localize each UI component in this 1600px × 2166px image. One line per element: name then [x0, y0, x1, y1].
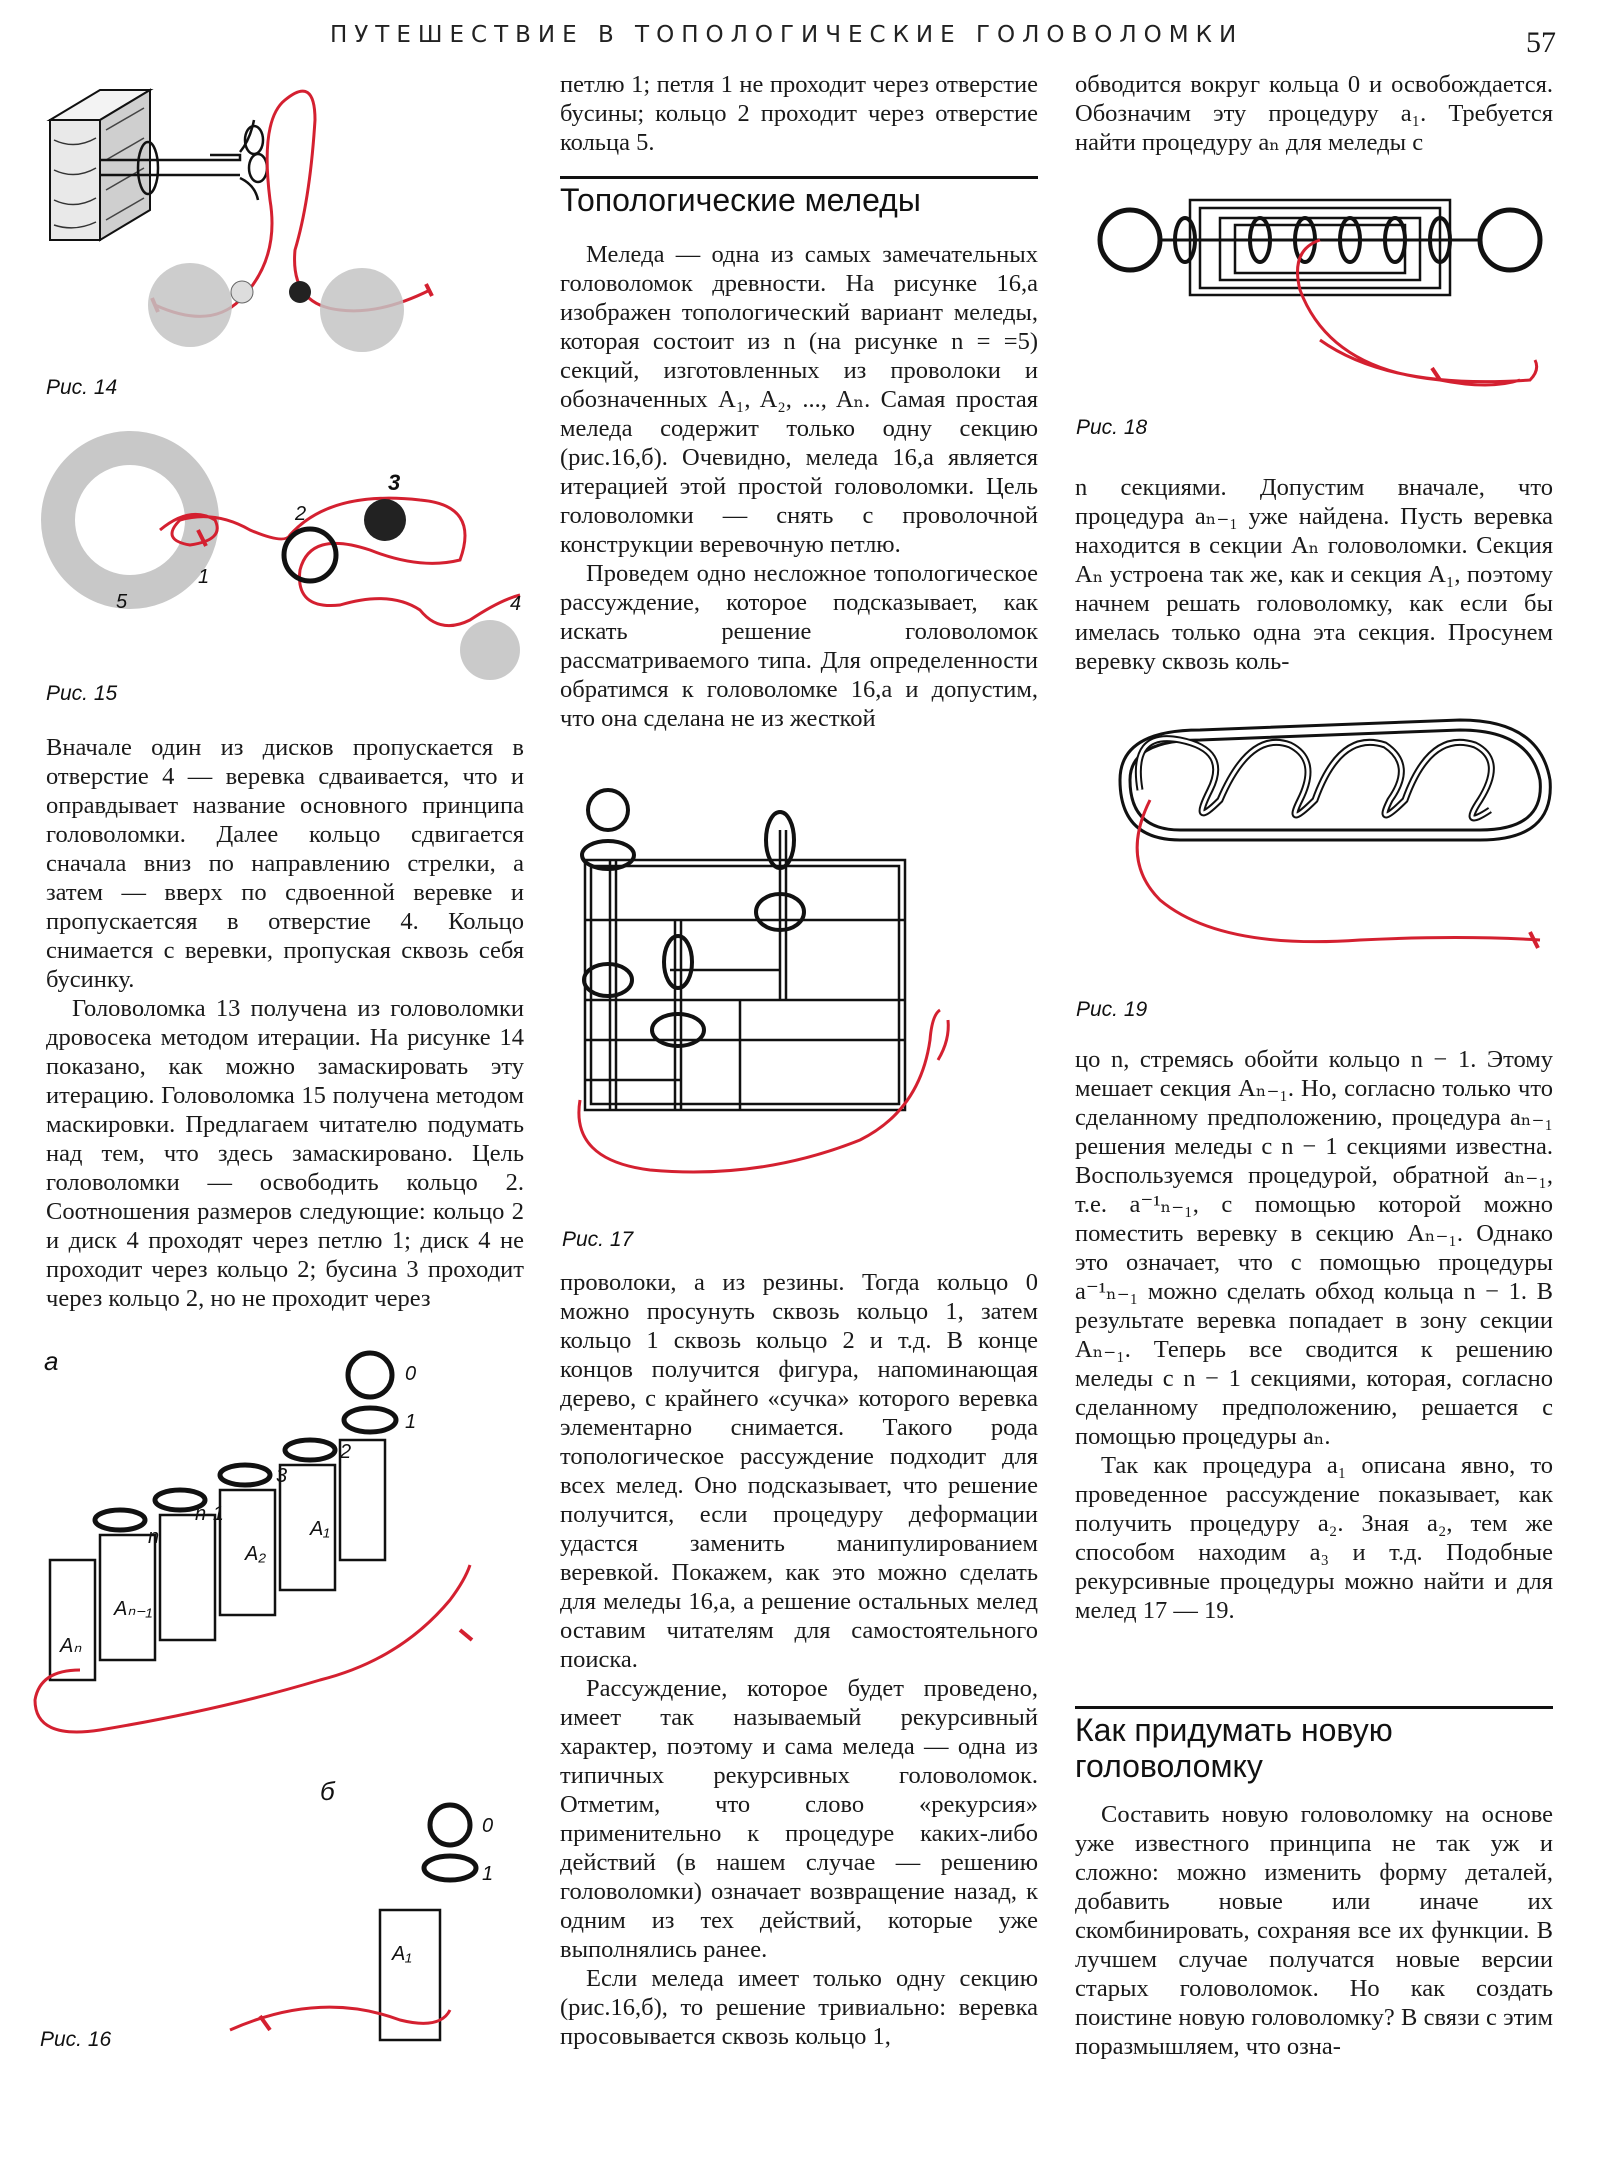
- paragraph: Составить новую головоломку на основе уже известного принципа не так уж и сложно: можно изменить форму деталей, добавить новые или иначе их скомбинировать, сохраняя все их функции. В лучшем случае получатся новые версии старых головоломок. Но как создать поистине новую головоломку? В связи с этим поразмышляем, что озна-: [1075, 1801, 1553, 2060]
- bead: [231, 281, 253, 303]
- figure-14: [40, 60, 540, 380]
- paragraph: обводится вокруг кольца 0 и освобождается. Обозначим эту процедуру a₁. Требуется найти процедуру aₙ для меледы с: [1075, 71, 1553, 156]
- label-1: 1: [198, 566, 210, 588]
- label-ring-1-b: 1: [482, 1863, 494, 1885]
- figure-18: [1090, 180, 1550, 420]
- figure-16-caption: Рис. 16: [40, 2028, 112, 2051]
- label-ring-n: n: [148, 1526, 160, 1548]
- rope: [938, 1020, 948, 1060]
- meleda-structure-19: [1120, 720, 1550, 840]
- figure-15-caption: Рис. 15: [46, 682, 118, 705]
- column-2-text-upper: [560, 240, 1038, 733]
- label-ring-3: 3: [276, 1465, 288, 1487]
- column-2-top-text: [560, 70, 1038, 157]
- meleda-structure-18: [1100, 200, 1540, 295]
- label-2: 2: [295, 503, 307, 525]
- column-1-text: [46, 733, 524, 1313]
- figure-19-caption: Рис. 19: [1076, 998, 1148, 1021]
- label-ring-1: 1: [405, 1411, 417, 1433]
- bead-3: [364, 499, 406, 541]
- figure-14-caption: Рис. 14: [46, 376, 118, 399]
- label-An: Aₙ: [60, 1635, 82, 1657]
- rope: [160, 498, 520, 625]
- disk-4: [460, 620, 520, 680]
- label-3: 3: [388, 470, 401, 495]
- figure-16-part-a-label: а: [44, 1346, 59, 1376]
- meleda-structure-17: [582, 790, 905, 1110]
- figure-16: [20, 1340, 550, 2060]
- label-ring-n-1: n-1: [195, 1503, 224, 1525]
- rope: [579, 1010, 940, 1172]
- paragraph: Так как процедура a₁ описана явно, то проведенное рассуждение показывает, как получить процедуру a₂. Зная a₂, тем же способом находим a₃ и т.д. Подобные рекурсивные процедуры можно найти и для мелед 17 — 19.: [1075, 1452, 1553, 1624]
- rope: [1298, 240, 1537, 385]
- running-header: ПУТЕШЕСТВИЕ В ТОПОЛОГИЧЕСКИЕ ГОЛОВОЛОМКИ: [330, 22, 1244, 48]
- label-4: 4: [510, 593, 522, 615]
- column-3-text-lower: [1075, 1800, 1553, 2061]
- section-title-new-puzzle: Как придумать новую головоломку: [1075, 1712, 1393, 1784]
- page-number: 57: [1526, 26, 1556, 59]
- column-3-top-text: [1075, 70, 1553, 157]
- paragraph: Меледа — одна из самых замечательных головоломок древности. На рисунке 16,а изображен топологический вариант меледы, которая состоит из n (на рисунке n = =5) секций, изготовленных из проволоки и обозначенных A₁, A₂, ..., Aₙ. Самая простая меледа содержит только одну секцию (рис.16,б). Очевидно, меледа 16,а является итерацией этой простой головоломки. Цель головоломки — снять с проволочной конструкции веревочную петлю.: [560, 241, 1038, 558]
- label-ring-0-b: 0: [482, 1815, 494, 1837]
- section-title-meledy: Топологические меледы: [560, 182, 921, 218]
- figure-18-caption: Рис. 18: [1076, 416, 1148, 439]
- paragraph: петлю 1; петля 1 не проходит через отверстие бусины; кольцо 2 проходит через отверстие кольца 5.: [560, 71, 1038, 156]
- figure-17: [560, 780, 1040, 1220]
- label-An-1: Aₙ₋₁: [114, 1598, 153, 1620]
- paragraph: Если меледа имеет только одну секцию (рис.16,б), то решение тривиально: веревка просовывается сквозь кольцо 1,: [560, 1965, 1038, 2050]
- label-A2: A₂: [245, 1543, 266, 1565]
- section-rule: [560, 176, 1038, 179]
- label-ring-2: 2: [340, 1441, 352, 1463]
- label-ring-0: 0: [405, 1363, 417, 1385]
- section-rule: [1075, 1706, 1553, 1709]
- figure-17-caption: Рис. 17: [562, 1228, 634, 1251]
- paragraph: Вначале один из дисков пропускается в отверстие 4 — веревка сдваивается, что и оправдывает название основного принципа головоломки. Далее кольцо сдвигается сначала вниз по направлению стрелки, а затем — вверх по сдвоенной веревке и пропускаетсяя в отверстие 4. Кольцо снимается с веревки, пропуская сквозь себя бусинку.: [46, 734, 524, 993]
- wood-block-icon: [50, 90, 150, 240]
- disk: [320, 268, 404, 352]
- disk: [148, 263, 232, 347]
- paragraph: Рассуждение, которое будет проведено, имеет так называемый рекурсивный характер, поэтому и сама меледа — одна из типичных рекурсивных головоломок. Отметим, что слово «рекурсия» применительно к процедуре каких-либо действий (в нашем случае — решению головоломки) означает возвращение назад, к одним из тех действий, которые уже выполнялись ранее.: [560, 1675, 1038, 1963]
- paragraph: цо n, стремясь обойти кольцо n − 1. Этому мешает секция Aₙ₋₁. Но, согласно только что сделанному предположению, процедура aₙ₋₁ решения меледы с n − 1 секциями известна. Воспользуемся процедурой, обратной aₙ₋₁, т.е. a⁻¹ₙ₋₁, с помощью которой можно поместить веревку в секцию Aₙ₋₁. Однако это означает, что с помощью процедуры a⁻¹ₙ₋₁ можно сделать обход кольца n − 1. В результате веревка попадает в зону секции Aₙ₋₁. Теперь все сводится к решению меледы с n − 1 секциями, которая, согласно сделанному предположению, решается с помощью процедуры aₙ.: [1075, 1046, 1553, 1450]
- ring-2: [284, 529, 336, 581]
- column-3-text-middle: [1075, 1045, 1553, 1625]
- label-A1: A₁: [310, 1518, 330, 1540]
- figure-16-part-b-label: б: [320, 1776, 335, 1806]
- paragraph: Проведем одно несложное топологическое рассуждение, которое подсказывает, как искать решение головоломок рассматриваемого типа. Для определенности обратимся к головоломке 16,а и допустим, что она сделана не из жесткой: [560, 560, 1038, 732]
- label-A1-b: A₁: [392, 1943, 412, 1965]
- figure-15: [40, 420, 540, 670]
- paragraph: Головоломка 13 получена из головоломки дровосека методом итерации. На рисунке 14 показано, как можно замаскировать эту итерацию. Головоломка 15 получена методом маскировки. Предлагаем читателю подумать над тем, что здесь замаскировано. Цель головоломки — освободить кольцо 2. Соотношения размеров следующие: кольцо 2 и диск 4 проходят через петлю 1; диск 4 не проходит через кольцо 2; бусина 3 проходит через кольцо 2, но не проходит через: [46, 995, 524, 1312]
- figure-19: [1100, 690, 1560, 990]
- paragraph: проволоки, а из резины. Тогда кольцо 0 можно просунуть сквозь кольцо 1, затем кольцо 1 сквозь кольцо 2 и т.д. В конце концов получится фигура, напоминающая дерево, с крайнего «сучка» которого веревка элементарно снимается. Такого рода топологическое рассуждение подходит для всех мелед. Оно подсказывает, что решение получится, если процедуру деформации удастся заменить манипулированием веревкой. Покажем, как это можно сделать для меледы 16,а, а решение остальных мелед оставим читателям для самостоятельного поиска.: [560, 1269, 1038, 1673]
- column-3-text-upper: [1075, 473, 1553, 676]
- column-2-text-lower: [560, 1268, 1038, 2051]
- rope: [1137, 800, 1540, 942]
- label-5: 5: [116, 591, 128, 613]
- bead: [289, 281, 311, 303]
- paragraph: n секциями. Допустим вначале, что процедура aₙ₋₁ уже найдена. Пусть веревка находится в секции Aₙ головоломки. Секция Aₙ устроена так же, как и секция A₁, поэтому начнем решать головоломку, как если бы имелась только одна эта секция. Просунем веревку сквозь коль-: [1075, 474, 1553, 675]
- meleda-structure-b: [380, 1805, 476, 2040]
